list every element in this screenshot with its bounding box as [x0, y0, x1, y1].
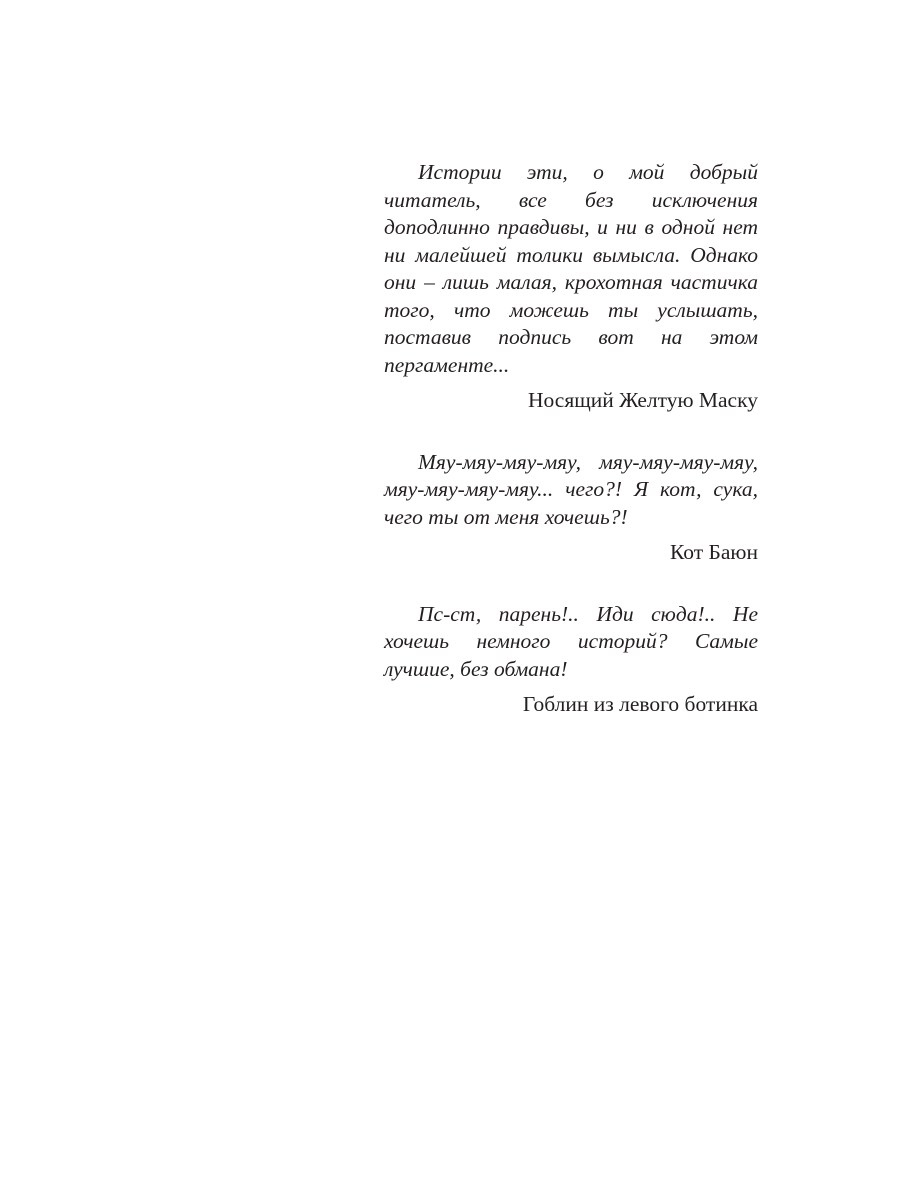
epigraph-author: Кот Баюн — [670, 540, 758, 564]
epigraph-quote: Истории эти, о мой добрый читатель, все без исключения доподлинно правдивы, и ни в одной нет ни малейшей толики вымысла. Однако они – лишь малая, крохотная частичка того, что можешь ты услышать, поставив подпись вот на этом пергаменте... — [384, 160, 758, 377]
epigraph-quote: Пс-ст, парень!.. Иди сюда!.. Не хочешь немного историй? Самые лучшие, без обмана! — [384, 601, 758, 681]
epigraph-1 — [384, 159, 758, 415]
epigraphs-block — [384, 159, 758, 719]
epigraph-3 — [384, 601, 758, 719]
epigraph-quote: Мяу-мяу-мяу-мяу, мяу-мяу-мяу-мяу, мяу-мяу-мяу-мяу... чего?! Я кот, сука, чего ты от меня хочешь?! — [384, 449, 758, 529]
epigraph-author: Гоблин из левого ботинка — [522, 692, 758, 716]
epigraph-author: Носящий Желтую Маску — [527, 388, 758, 412]
epigraph-2 — [384, 449, 758, 567]
